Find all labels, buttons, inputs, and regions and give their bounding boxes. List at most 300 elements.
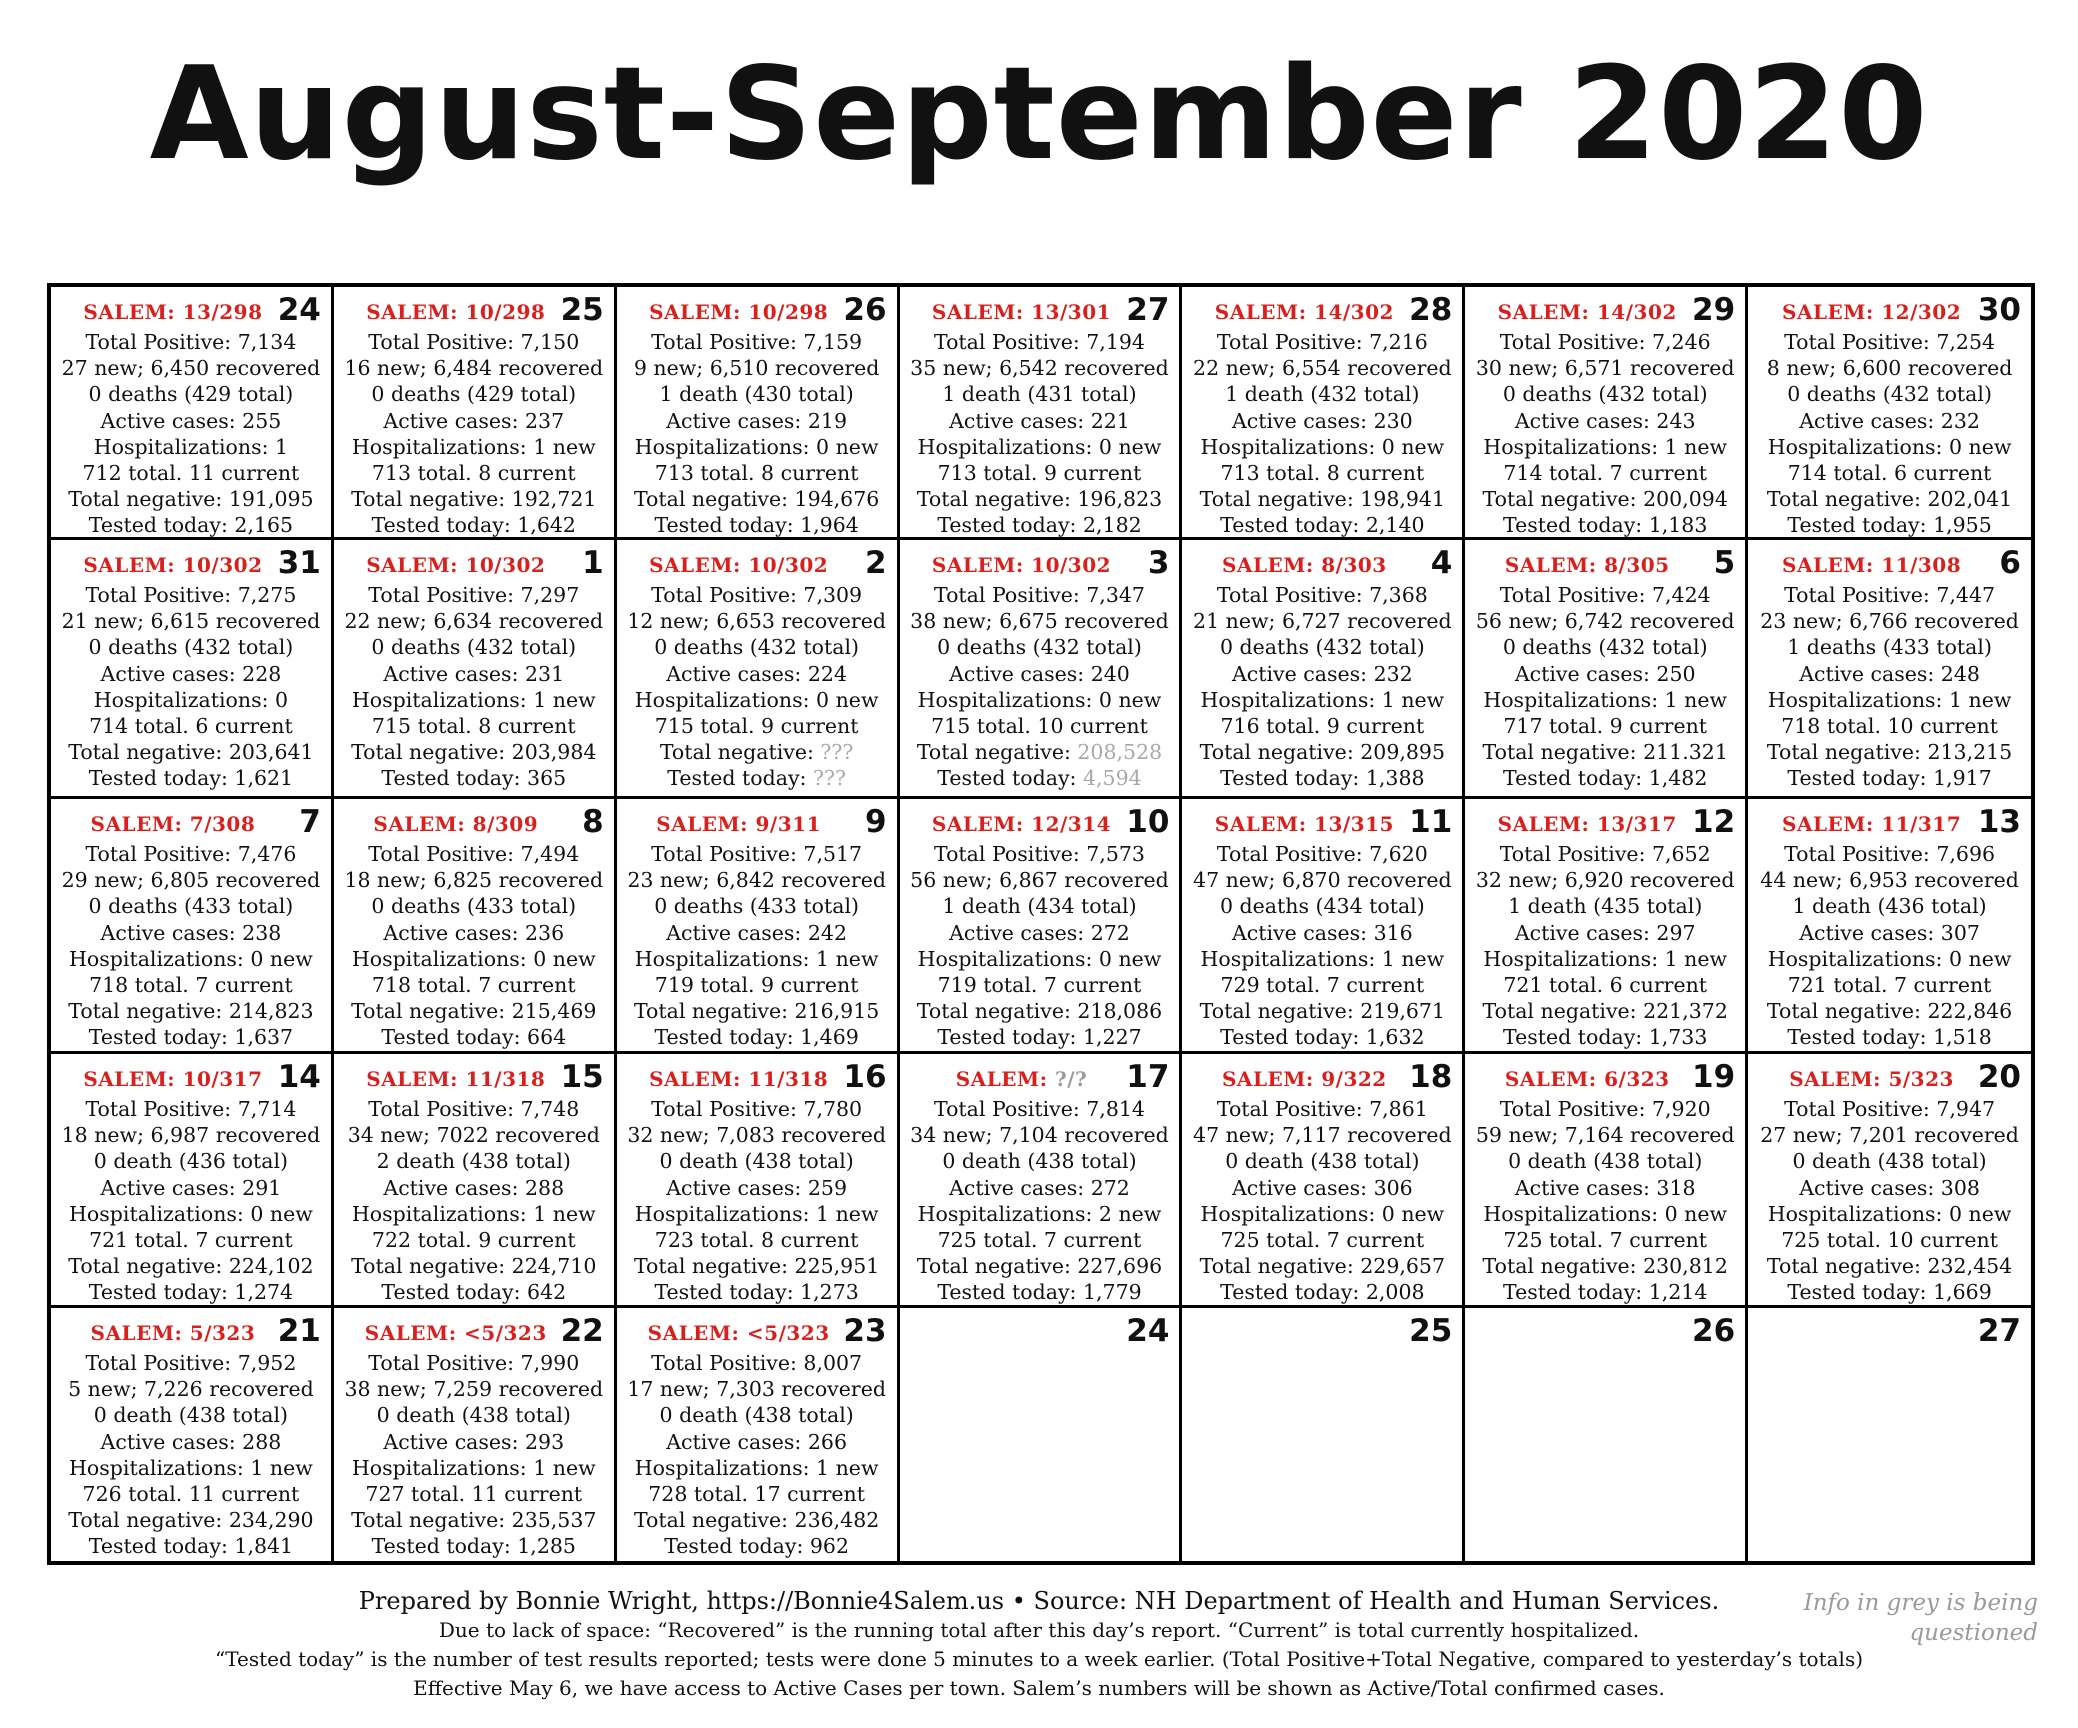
total-positive: Total Positive: 7,368 <box>1216 583 1428 607</box>
hospital-totals: 715 total. 9 current <box>654 714 859 739</box>
day-number: 14 <box>277 1059 321 1095</box>
deaths: 0 death (436 total) <box>93 1149 289 1174</box>
salem-count: SALEM: 9/311 <box>656 812 821 836</box>
new-recovered: 27 new; 7,201 recovered <box>1760 1123 2019 1148</box>
total-negative: Total negative: 224,710 <box>351 1254 597 1279</box>
footer-note-active: Effective May 6, we have access to Active Cases per town. Salem’s numbers will be shown as Active/Total confirmed cases. <box>413 1676 1665 1700</box>
hospitalizations: Hospitalizations: 0 new <box>69 946 313 971</box>
day-number: 13 <box>1977 804 2021 840</box>
hospitalizations: Hospitalizations: 1 new <box>1767 687 2012 712</box>
day-number: 24 <box>277 292 321 328</box>
total-positive: Total Positive: 7,714 <box>85 1097 297 1121</box>
total-negative: Total negative: 194,676 <box>633 487 880 512</box>
hospital-totals: 718 total. 10 current <box>1781 714 1998 739</box>
day-number: 27 <box>1977 1313 2021 1349</box>
salem-count: SALEM: 6/323 <box>1504 1067 1670 1091</box>
total-positive: Total Positive: 7,517 <box>651 842 863 866</box>
new-recovered: 23 new; 6,766 recovered <box>1760 609 2019 634</box>
hospitalizations: Hospitalizations: 1 new <box>1483 946 1728 971</box>
deaths: 0 death (438 total) <box>93 1403 289 1428</box>
salem-count: SALEM: 13/298 <box>83 300 263 324</box>
day-number: 2 <box>864 545 887 581</box>
total-negative: Total negative: 198,941 <box>1199 487 1446 512</box>
total-positive: Total Positive: 7,947 <box>1784 1097 1996 1121</box>
active-cases: Active cases: 221 <box>949 408 1130 433</box>
tested-today: Tested today: 1,273 <box>654 1280 859 1305</box>
new-recovered: 56 new; 6,742 recovered <box>1475 609 1735 634</box>
day-number: 5 <box>1713 545 1736 581</box>
new-recovered: 38 new; 7,259 recovered <box>344 1377 604 1402</box>
deaths: 0 deaths (432 total) <box>88 635 294 660</box>
hospitalizations: Hospitalizations: 0 new <box>917 946 1162 971</box>
new-recovered: 8 new; 6,600 recovered <box>1766 356 2013 381</box>
hospitalizations: Hospitalizations: 0 new <box>1767 1201 2012 1226</box>
day-cell <box>51 1308 334 1561</box>
hospitalizations: Hospitalizations: 1 <box>93 434 289 459</box>
hospitalizations: Hospitalizations: 1 new <box>69 1455 313 1480</box>
total-negative: Total negative: 213,215 <box>1766 740 2013 765</box>
salem-count: SALEM: 9/322 <box>1221 1067 1387 1091</box>
new-recovered: 9 new; 6,510 recovered <box>633 356 880 381</box>
day-cell <box>51 287 334 540</box>
hospitalizations: Hospitalizations: 1 new <box>351 1201 596 1226</box>
hospital-totals: 715 total. 8 current <box>371 714 576 739</box>
salem-count: SALEM: <5/323 <box>364 1321 547 1345</box>
new-recovered: 18 new; 6,987 recovered <box>61 1123 321 1148</box>
day-cell <box>1748 799 2031 1054</box>
day-cell <box>51 799 334 1054</box>
deaths: 0 death (438 total) <box>659 1149 854 1174</box>
hospital-totals: 714 total. 6 current <box>1787 461 1992 486</box>
deaths: 0 deaths (433 total) <box>371 894 577 919</box>
salem-count: SALEM: 11/318 <box>366 1067 546 1091</box>
hospitalizations: Hospitalizations: 0 new <box>634 434 879 459</box>
new-recovered: 21 new; 6,615 recovered <box>61 609 321 634</box>
tested-today-label: Tested today: <box>937 766 1083 791</box>
hospital-totals: 717 total. 9 current <box>1503 714 1708 739</box>
deaths: 0 deaths (432 total) <box>1219 635 1425 660</box>
deaths: 0 death (438 total) <box>1508 1149 1703 1174</box>
new-recovered: 47 new; 6,870 recovered <box>1193 868 1452 893</box>
total-negative: Total negative: 219,671 <box>1199 999 1446 1024</box>
salem-count: SALEM: 7/308 <box>90 812 256 836</box>
footer-credit: Prepared by Bonnie Wright, https://Bonnie4Salem.us • Source: NH Department of Health and Human Services. <box>358 1587 1720 1615</box>
tested-today: Tested today: 2,140 <box>1220 513 1425 538</box>
total-negative: Total negative: 222,846 <box>1766 999 2013 1024</box>
salem-count: SALEM: 10/298 <box>649 300 829 324</box>
tested-today: Tested today: 2,008 <box>1220 1280 1425 1305</box>
deaths: 0 death (438 total) <box>376 1403 571 1428</box>
salem-count: SALEM: 12/302 <box>1782 300 1962 324</box>
day-cell <box>900 799 1183 1054</box>
tested-today: Tested today: 2,182 <box>937 513 1142 538</box>
deaths: 0 death (438 total) <box>1792 1149 1987 1174</box>
total-negative: Total negative: 200,094 <box>1482 487 1728 512</box>
total-negative: Total negative: 203,984 <box>351 740 597 765</box>
tested-today: Tested today: 1,469 <box>654 1025 859 1050</box>
hospitalizations: Hospitalizations: 0 new <box>1483 1201 1728 1226</box>
tested-today: Tested today: 1,669 <box>1787 1280 1992 1305</box>
deaths: 1 death (430 total) <box>659 382 854 407</box>
tested-today: Tested today: 1,388 <box>1220 766 1425 791</box>
total-negative: Total negative: 221,372 <box>1482 999 1728 1024</box>
salem-count: SALEM: 14/302 <box>1497 300 1677 324</box>
day-cell <box>1182 799 1465 1054</box>
hospital-totals: 716 total. 9 current <box>1220 714 1425 739</box>
total-negative-label: Total negative: <box>659 740 821 765</box>
tested-today: Tested today: 1,964 <box>654 513 859 538</box>
total-positive: Total Positive: 7,134 <box>85 330 297 354</box>
active-cases: Active cases: 318 <box>1514 1175 1696 1200</box>
day-number: 16 <box>843 1059 887 1095</box>
hospital-totals: 721 total. 7 current <box>89 1228 293 1253</box>
hospital-totals: 721 total. 6 current <box>1503 973 1708 998</box>
hospital-totals: 728 total. 17 current <box>648 1482 865 1507</box>
salem-count: SALEM: 5/323 <box>90 1321 256 1345</box>
total-negative: Total negative: 216,915 <box>633 999 880 1024</box>
active-cases: Active cases: 248 <box>1799 661 1980 686</box>
total-negative: Total negative: 215,469 <box>351 999 597 1024</box>
hospital-totals: 714 total. 6 current <box>89 714 293 739</box>
total-negative: Total negative: 203,641 <box>68 740 314 765</box>
day-cell <box>900 540 1183 799</box>
active-cases: Active cases: 293 <box>383 1429 565 1454</box>
active-cases: Active cases: 297 <box>1514 920 1696 945</box>
day-cell <box>1182 1054 1465 1308</box>
day-number: 25 <box>1409 1313 1453 1349</box>
new-recovered: 18 new; 6,825 recovered <box>344 868 604 893</box>
active-cases: Active cases: 259 <box>666 1175 847 1200</box>
total-positive: Total Positive: 7,696 <box>1784 842 1996 866</box>
total-positive: Total Positive: 7,275 <box>85 583 297 607</box>
hospital-totals: 725 total. 7 current <box>937 1228 1142 1253</box>
day-number: 9 <box>864 804 887 840</box>
total-negative: Total negative: 209,895 <box>1199 740 1446 765</box>
day-cell <box>900 1054 1183 1308</box>
hospitalizations: Hospitalizations: 0 new <box>917 434 1162 459</box>
new-recovered: 35 new; 6,542 recovered <box>910 356 1169 381</box>
day-cell <box>1465 1308 1748 1561</box>
total-positive: Total Positive: 7,476 <box>85 842 297 866</box>
hospital-totals: 715 total. 10 current <box>931 714 1148 739</box>
hospitalizations: Hospitalizations: 1 new <box>634 1201 879 1226</box>
active-cases: Active cases: 228 <box>100 661 282 686</box>
hospitalizations: Hospitalizations: 1 new <box>1200 946 1445 971</box>
tested-today: Tested today: 1,621 <box>88 766 294 791</box>
total-positive: Total Positive: 7,159 <box>651 330 863 354</box>
new-recovered: 32 new; 6,920 recovered <box>1475 868 1735 893</box>
salem-count: SALEM: <5/323 <box>647 1321 830 1345</box>
salem-count: SALEM: 10/298 <box>366 300 546 324</box>
day-number: 30 <box>1977 292 2021 328</box>
day-number: 7 <box>299 804 321 840</box>
salem-count: SALEM: 13/315 <box>1214 812 1394 836</box>
active-cases: Active cases: 307 <box>1799 920 1980 945</box>
salem-count: SALEM: 8/309 <box>373 812 539 836</box>
day-cell <box>1182 287 1465 540</box>
day-number: 24 <box>1126 1313 1170 1349</box>
total-negative: Total negative: 235,537 <box>351 1508 597 1533</box>
tested-today: Tested today: 1,917 <box>1787 766 1992 791</box>
day-cell <box>1465 287 1748 540</box>
tested-today: Tested today: 365 <box>381 766 567 791</box>
total-negative: Total negative: 202,041 <box>1766 487 2013 512</box>
salem-count: SALEM: 10/302 <box>366 553 546 577</box>
deaths: 0 deaths (433 total) <box>88 894 294 919</box>
deaths: 2 death (438 total) <box>376 1149 571 1174</box>
total-positive: Total Positive: 7,652 <box>1499 842 1711 866</box>
day-number: 8 <box>582 804 604 840</box>
hospital-totals: 712 total. 11 current <box>82 461 300 486</box>
total-positive: Total Positive: 8,007 <box>651 1351 863 1375</box>
deaths: 1 deaths (433 total) <box>1787 635 1992 660</box>
salem-count: SALEM: 10/302 <box>649 553 829 577</box>
deaths: 0 death (438 total) <box>942 1149 1137 1174</box>
salem-count: SALEM: 13/301 <box>931 300 1112 324</box>
hospitalizations: Hospitalizations: 0 new <box>351 946 596 971</box>
deaths: 0 deaths (432 total) <box>371 635 577 660</box>
grey-info-note: Info in grey is being questioned <box>1803 1590 2038 1646</box>
new-recovered: 38 new; 6,675 recovered <box>910 609 1169 634</box>
day-number: 19 <box>1692 1059 1736 1095</box>
day-cell <box>334 540 617 799</box>
hospital-totals: 713 total. 8 current <box>371 461 576 486</box>
day-number: 12 <box>1692 804 1736 840</box>
hospital-totals: 723 total. 8 current <box>654 1228 859 1253</box>
day-number: 3 <box>1147 545 1170 581</box>
new-recovered: 17 new; 7,303 recovered <box>627 1377 886 1402</box>
day-number: 18 <box>1409 1059 1453 1095</box>
hospitalizations: Hospitalizations: 0 new <box>69 1201 313 1226</box>
salem-count: SALEM: 11/308 <box>1782 553 1962 577</box>
hospitalizations: Hospitalizations: 1 new <box>351 1455 596 1480</box>
tested-today: Tested today: 642 <box>381 1280 567 1305</box>
day-cell <box>617 540 900 799</box>
tested-today-label: Tested today: <box>667 766 813 791</box>
deaths: 1 death (436 total) <box>1792 894 1987 919</box>
day-number: 4 <box>1430 545 1453 581</box>
active-cases: Active cases: 250 <box>1514 661 1696 686</box>
salem-count: SALEM: 8/305 <box>1504 553 1670 577</box>
hospital-totals: 713 total. 9 current <box>937 461 1142 486</box>
hospital-totals: 719 total. 7 current <box>937 973 1142 998</box>
total-negative: Total negative: 232,454 <box>1766 1254 2013 1279</box>
day-cell <box>51 540 334 799</box>
active-cases: Active cases: 308 <box>1799 1175 1980 1200</box>
hospitalizations: Hospitalizations: 1 new <box>351 687 596 712</box>
total-positive: Total Positive: 7,620 <box>1216 842 1428 866</box>
deaths: 1 death (435 total) <box>1508 894 1703 919</box>
hospital-totals: 714 total. 7 current <box>1503 461 1708 486</box>
new-recovered: 34 new; 7,104 recovered <box>910 1123 1169 1148</box>
day-number: 6 <box>1999 545 2021 581</box>
active-cases: Active cases: 219 <box>666 408 847 433</box>
new-recovered: 56 new; 6,867 recovered <box>910 868 1169 893</box>
total-negative: Total negative: 214,823 <box>68 999 314 1024</box>
total-positive: Total Positive: 7,447 <box>1784 583 1996 607</box>
day-cell <box>334 287 617 540</box>
total-negative: Total negative: 218,086 <box>916 999 1163 1024</box>
tested-today: Tested today: 1,637 <box>88 1025 294 1050</box>
day-number: 1 <box>582 545 604 581</box>
new-recovered: 22 new; 6,634 recovered <box>344 609 604 634</box>
hospitalizations: Hospitalizations: 1 new <box>1200 687 1445 712</box>
total-positive: Total Positive: 7,309 <box>651 583 863 607</box>
hospital-totals: 725 total. 10 current <box>1781 1228 1998 1253</box>
tested-today: Tested today: 1,274 <box>88 1280 294 1305</box>
salem-label: SALEM: <box>955 1067 1055 1091</box>
hospitalizations: Hospitalizations: 0 new <box>917 687 1162 712</box>
hospitalizations: Hospitalizations: 0 new <box>1200 1201 1445 1226</box>
total-negative <box>900 739 1180 765</box>
active-cases: Active cases: 291 <box>100 1175 282 1200</box>
new-recovered: 30 new; 6,571 recovered <box>1475 356 1735 381</box>
day-cell <box>1465 1054 1748 1308</box>
total-positive: Total Positive: 7,254 <box>1784 330 1996 354</box>
hospitalizations: Hospitalizations: 0 new <box>1200 434 1445 459</box>
day-cell <box>334 1054 617 1308</box>
tested-today: Tested today: 2,165 <box>88 513 294 538</box>
new-recovered: 47 new; 7,117 recovered <box>1193 1123 1452 1148</box>
tested-today: Tested today: 1,733 <box>1503 1025 1708 1050</box>
new-recovered: 16 new; 6,484 recovered <box>344 356 604 381</box>
active-cases: Active cases: 288 <box>100 1429 282 1454</box>
day-number: 10 <box>1126 804 1170 840</box>
active-cases: Active cases: 316 <box>1231 920 1413 945</box>
new-recovered: 23 new; 6,842 recovered <box>627 868 886 893</box>
day-cell <box>334 1308 617 1561</box>
day-number: 20 <box>1977 1059 2021 1095</box>
day-number: 26 <box>843 292 887 328</box>
deaths: 1 death (434 total) <box>942 894 1137 919</box>
active-cases: Active cases: 237 <box>383 408 565 433</box>
salem-count: SALEM: 11/317 <box>1782 812 1962 836</box>
salem-count: SALEM: 8/303 <box>1221 553 1387 577</box>
total-positive: Total Positive: 7,216 <box>1216 330 1428 354</box>
hospital-totals: 726 total. 11 current <box>82 1482 300 1507</box>
salem-questioned-value: ?/? <box>1055 1067 1088 1091</box>
day-cell <box>334 799 617 1054</box>
total-negative-questioned-value: 208,528 <box>1077 740 1163 765</box>
total-negative: Total negative: 196,823 <box>916 487 1163 512</box>
active-cases: Active cases: 242 <box>666 920 847 945</box>
salem-count: SALEM: 10/317 <box>83 1067 263 1091</box>
deaths: 0 deaths (429 total) <box>371 382 577 407</box>
tested-today: Tested today: 1,632 <box>1220 1025 1425 1050</box>
deaths: 0 deaths (433 total) <box>654 894 859 919</box>
hospital-totals: 719 total. 9 current <box>654 973 859 998</box>
deaths: 1 death (431 total) <box>942 382 1137 407</box>
salem-count: SALEM: 12/314 <box>931 812 1112 836</box>
total-positive: Total Positive: 7,573 <box>934 842 1145 866</box>
day-cell <box>617 799 900 1054</box>
hospital-totals: 718 total. 7 current <box>371 973 576 998</box>
day-number: 31 <box>277 545 321 581</box>
hospital-totals: 729 total. 7 current <box>1220 973 1425 998</box>
total-positive: Total Positive: 7,952 <box>85 1351 297 1375</box>
tested-today: Tested today: 1,183 <box>1503 513 1708 538</box>
calendar-grid <box>47 283 2035 1565</box>
active-cases: Active cases: 272 <box>949 1175 1130 1200</box>
active-cases: Active cases: 255 <box>100 408 282 433</box>
hospitalizations: Hospitalizations: 0 new <box>634 687 879 712</box>
total-negative: Total negative: 230,812 <box>1482 1254 1728 1279</box>
total-negative <box>617 739 897 765</box>
total-negative-label: Total negative: <box>916 740 1078 765</box>
total-negative: Total negative: 211.321 <box>1482 740 1728 765</box>
deaths: 0 deaths (432 total) <box>1787 382 1992 407</box>
hospital-totals: 718 total. 7 current <box>89 973 293 998</box>
tested-today: Tested today: 1,285 <box>371 1534 576 1559</box>
tested-today: Tested today: 1,518 <box>1787 1025 1992 1050</box>
tested-today-questioned-value: 4,594 <box>1082 766 1142 791</box>
total-negative: Total negative: 234,290 <box>68 1508 314 1533</box>
deaths: 0 deaths (429 total) <box>88 382 294 407</box>
active-cases: Active cases: 232 <box>1799 408 1980 433</box>
total-negative: Total negative: 227,696 <box>916 1254 1163 1279</box>
new-recovered: 12 new; 6,653 recovered <box>627 609 886 634</box>
day-cell <box>1182 1308 1465 1561</box>
tested-today: Tested today: 1,227 <box>937 1025 1142 1050</box>
new-recovered: 21 new; 6,727 recovered <box>1193 609 1452 634</box>
hospital-totals: 725 total. 7 current <box>1503 1228 1708 1253</box>
total-negative: Total negative: 236,482 <box>633 1508 880 1533</box>
tested-today <box>617 765 897 791</box>
day-cell <box>1748 1054 2031 1308</box>
day-cell <box>1465 540 1748 799</box>
day-number: 28 <box>1409 292 1453 328</box>
day-cell <box>1465 799 1748 1054</box>
day-cell <box>1182 540 1465 799</box>
hospitalizations: Hospitalizations: 0 <box>93 687 289 712</box>
tested-today <box>900 765 1180 791</box>
total-positive: Total Positive: 7,150 <box>368 330 580 354</box>
active-cases: Active cases: 288 <box>383 1175 565 1200</box>
new-recovered: 27 new; 6,450 recovered <box>61 356 321 381</box>
hospital-totals: 722 total. 9 current <box>371 1228 576 1253</box>
day-cell <box>51 1054 334 1308</box>
deaths: 0 death (438 total) <box>1225 1149 1420 1174</box>
footer-note-tested: “Tested today” is the number of test results reported; tests were done 5 minutes to a week earlier. (Total Positive+Total Negative, compared to yesterday’s totals) <box>214 1647 1864 1671</box>
deaths: 0 deaths (432 total) <box>937 635 1142 660</box>
total-positive: Total Positive: 7,424 <box>1499 583 1711 607</box>
tested-today: Tested today: 962 <box>664 1534 850 1559</box>
hospitalizations: Hospitalizations: 0 new <box>1767 946 2012 971</box>
active-cases: Active cases: 266 <box>666 1429 847 1454</box>
day-number: 29 <box>1692 292 1736 328</box>
deaths: 0 death (438 total) <box>659 1403 854 1428</box>
day-number: 22 <box>560 1313 604 1349</box>
new-recovered: 34 new; 7022 recovered <box>347 1123 600 1148</box>
new-recovered: 29 new; 6,805 recovered <box>61 868 321 893</box>
hospital-totals: 725 total. 7 current <box>1220 1228 1425 1253</box>
active-cases: Active cases: 232 <box>1231 661 1413 686</box>
tested-today: Tested today: 1,841 <box>88 1534 294 1559</box>
total-negative: Total negative: 192,721 <box>351 487 597 512</box>
salem-count: SALEM: 11/318 <box>649 1067 829 1091</box>
hospitalizations: Hospitalizations: 1 new <box>1483 687 1728 712</box>
new-recovered: 22 new; 6,554 recovered <box>1193 356 1452 381</box>
new-recovered: 32 new; 7,083 recovered <box>627 1123 886 1148</box>
day-number: 26 <box>1692 1313 1736 1349</box>
total-positive: Total Positive: 7,861 <box>1216 1097 1428 1121</box>
new-recovered: 44 new; 6,953 recovered <box>1760 868 2019 893</box>
day-number: 21 <box>277 1313 321 1349</box>
footer-note-recovered: Due to lack of space: “Recovered” is the running total after this day’s report. “Current” is total currently hospitalized. <box>438 1618 1640 1642</box>
day-number: 11 <box>1409 804 1453 840</box>
total-negative: Total negative: 191,095 <box>68 487 314 512</box>
total-positive: Total Positive: 7,194 <box>934 330 1145 354</box>
